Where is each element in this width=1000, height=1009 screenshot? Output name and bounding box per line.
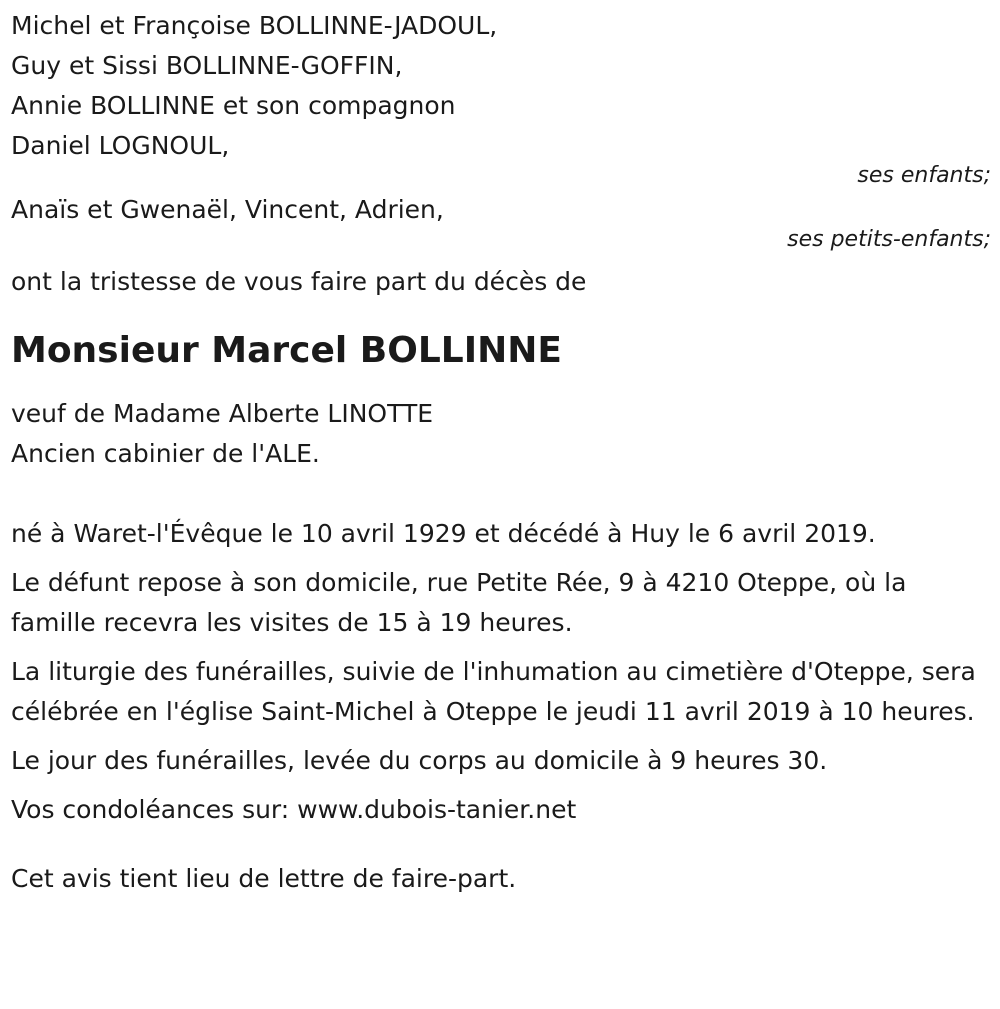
- occupation-line: Ancien cabinier de l'ALE.: [11, 439, 320, 468]
- removal-text: Le jour des funérailles, levée du corps au domicile à 9 heures 30.: [11, 746, 828, 775]
- grandchildren-line: Anaïs et Gwenaël, Vincent, Adrien,: [11, 195, 444, 224]
- grandchildren-role: ses petits-enfants;: [787, 227, 991, 252]
- children-block: [11, 6, 991, 190]
- announcement-text: ont la tristesse de vous faire part du décès de: [11, 267, 587, 296]
- condolences-text: Vos condoléances sur: www.dubois-tanier.net: [11, 795, 577, 824]
- widower-line: veuf de Madame Alberte LINOTTE: [11, 399, 434, 428]
- child-line: Guy et Sissi BOLLINNE-GOFFIN,: [11, 51, 403, 80]
- closing-text: Cet avis tient lieu de lettre de faire-part.: [11, 864, 517, 893]
- children-role: ses enfants;: [857, 163, 991, 188]
- deceased-name: Monsieur Marcel BOLLINNE: [11, 330, 562, 371]
- child-line: Annie BOLLINNE et son compagnon: [11, 91, 456, 120]
- grandchildren-block: [11, 190, 991, 254]
- child-line: Daniel LOGNOUL,: [11, 131, 230, 160]
- birth-death-text: né à Waret-l'Évêque le 10 avril 1929 et décédé à Huy le 6 avril 2019.: [11, 519, 876, 548]
- liturgy-text: La liturgie des funérailles, suivie de l'inhumation au cimetière d'Oteppe, sera célébrée en l'église Saint-Michel à Oteppe le jeudi 11 avril 2019 à 10 heures.: [11, 657, 976, 726]
- death-notice: [11, 6, 991, 899]
- child-line: Michel et Françoise BOLLINNE-JADOUL,: [11, 11, 498, 40]
- rest-location-text: Le défunt repose à son domicile, rue Petite Rée, 9 à 4210 Oteppe, où la famille recevra les visites de 15 à 19 heures.: [11, 568, 907, 637]
